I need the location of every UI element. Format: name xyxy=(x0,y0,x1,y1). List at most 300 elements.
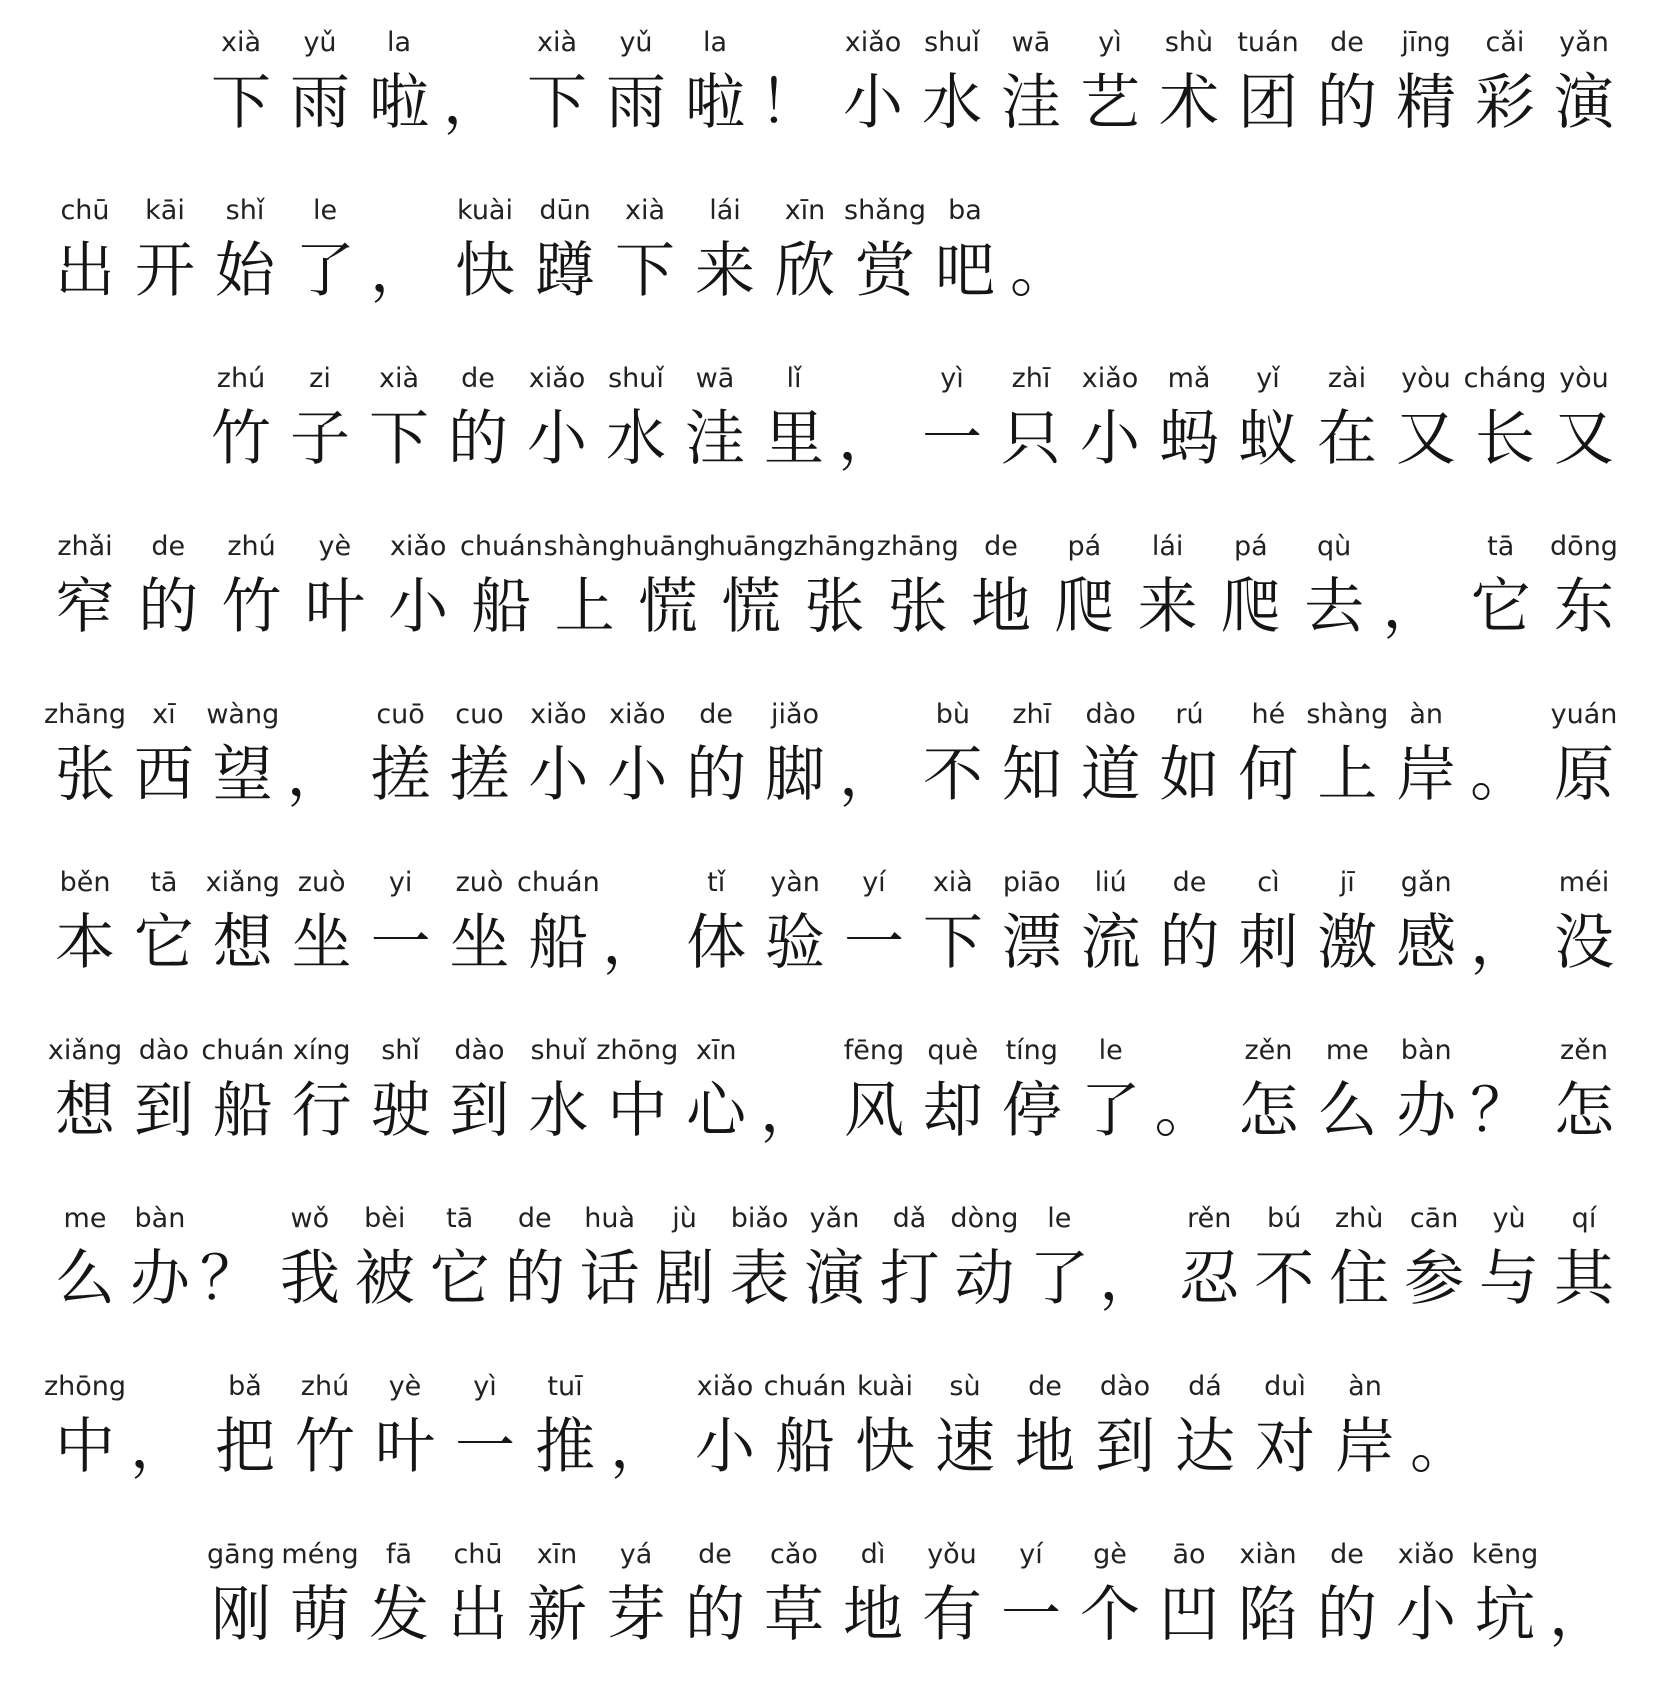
pinyin: zhāng xyxy=(43,699,127,730)
hanzi: 下 xyxy=(527,68,587,138)
hanzi: 始 xyxy=(215,236,275,306)
character-cell xyxy=(46,1202,124,1342)
character-cell xyxy=(46,1034,124,1174)
character-cell xyxy=(571,1202,649,1342)
hanzi: 怎 xyxy=(1238,1076,1299,1146)
punctuation: ， xyxy=(130,1412,190,1482)
character-cell xyxy=(1545,26,1623,166)
character-cell xyxy=(1150,26,1228,166)
character-cell xyxy=(1395,1202,1473,1342)
pinyin: yòu xyxy=(1401,363,1451,394)
character-cell xyxy=(519,698,597,838)
punctuation-cell xyxy=(1378,530,1456,670)
pinyin: yí xyxy=(862,867,886,898)
character-cell xyxy=(518,26,596,166)
character-cell xyxy=(202,362,280,502)
hanzi: 被 xyxy=(354,1244,415,1314)
pinyin: sù xyxy=(949,1371,981,1402)
hanzi: 行 xyxy=(291,1076,352,1146)
character-cell xyxy=(281,362,359,502)
character-cell xyxy=(1387,698,1465,838)
pinyin: shàng xyxy=(543,531,626,562)
hanzi: 动 xyxy=(954,1244,1015,1314)
hanzi: 想 xyxy=(212,908,273,978)
character-cell xyxy=(362,1034,440,1174)
hanzi: 刺 xyxy=(1238,908,1299,978)
hanzi: 叶 xyxy=(375,1412,435,1482)
character-cell xyxy=(1320,1202,1398,1342)
character-cell xyxy=(677,866,755,1006)
punctuation-cell xyxy=(755,26,833,166)
pinyin: yè xyxy=(388,1371,422,1402)
hanzi: 的 xyxy=(138,572,199,642)
hanzi: 如 xyxy=(1159,740,1220,810)
character-cell xyxy=(516,866,600,1006)
punctuation-cell xyxy=(1466,698,1544,838)
punctuation-cell xyxy=(606,1370,684,1510)
hanzi: 快 xyxy=(855,1412,915,1482)
pinyin: wā xyxy=(1011,27,1051,58)
character-cell xyxy=(379,530,457,670)
pinyin: me xyxy=(1325,1035,1369,1066)
character-cell xyxy=(1295,530,1373,670)
hanzi: 开 xyxy=(135,236,195,306)
character-cell xyxy=(766,194,844,334)
character-cell xyxy=(519,1034,597,1174)
hanzi: 何 xyxy=(1238,740,1299,810)
punctuation: ， xyxy=(1099,1244,1160,1314)
character-cell xyxy=(1387,26,1465,166)
hanzi: 却 xyxy=(922,1076,983,1146)
hanzi: 知 xyxy=(1001,740,1062,810)
hanzi: 的 xyxy=(686,740,747,810)
pinyin: kuài xyxy=(457,195,513,226)
punctuation-cell xyxy=(283,698,361,838)
pinyin: chū xyxy=(60,195,110,226)
pinyin: yì xyxy=(940,363,964,394)
punctuation: ， xyxy=(286,740,347,810)
pinyin: tā xyxy=(446,1203,474,1234)
character-cell xyxy=(686,1370,764,1510)
pinyin: jiǎo xyxy=(771,699,820,730)
hanzi: 慌 xyxy=(721,572,782,642)
hanzi: 爬 xyxy=(1054,572,1115,642)
hanzi: 不 xyxy=(922,740,983,810)
hanzi: 又 xyxy=(1554,404,1614,474)
hanzi: 它 xyxy=(1470,572,1531,642)
hanzi: 的 xyxy=(685,1580,745,1650)
hanzi: 船 xyxy=(212,1076,273,1146)
character-cell xyxy=(721,1202,799,1342)
hanzi: 小 xyxy=(527,404,587,474)
character-cell xyxy=(206,194,284,334)
hanzi: 演 xyxy=(1554,68,1614,138)
hanzi: 参 xyxy=(1404,1244,1465,1314)
punctuation: ， xyxy=(838,740,899,810)
punctuation-cell xyxy=(1006,194,1084,334)
pinyin: bèi xyxy=(364,1203,406,1234)
pinyin: de xyxy=(1172,867,1207,898)
character-cell xyxy=(121,1202,199,1342)
character-cell xyxy=(125,1034,203,1174)
hanzi: 来 xyxy=(695,236,755,306)
pinyin: xiǎo xyxy=(608,699,666,730)
character-cell xyxy=(1245,1202,1323,1342)
character-cell xyxy=(993,698,1071,838)
pinyin: zhī xyxy=(1012,699,1052,730)
pinyin: yàn xyxy=(770,867,820,898)
hanzi: 表 xyxy=(729,1244,790,1314)
hanzi: 了 xyxy=(1029,1244,1090,1314)
pinyin: wàng xyxy=(206,699,280,730)
pinyin: tíng xyxy=(1005,1035,1058,1066)
character-cell xyxy=(606,194,684,334)
hanzi: 个 xyxy=(1080,1580,1140,1650)
character-cell xyxy=(846,194,924,334)
pinyin: fēng xyxy=(843,1035,905,1066)
text-line xyxy=(0,362,1669,502)
hanzi: 它 xyxy=(133,908,194,978)
pinyin: zhǎi xyxy=(57,531,113,562)
hanzi: 张 xyxy=(887,572,948,642)
punctuation-cell xyxy=(1406,1370,1484,1510)
character-cell xyxy=(1229,1538,1307,1678)
pinyin: cháng xyxy=(1463,363,1547,394)
hanzi: 爬 xyxy=(1220,572,1281,642)
pinyin: xiǎo xyxy=(844,27,902,58)
pinyin: chū xyxy=(453,1539,503,1570)
punctuation-cell xyxy=(1095,1202,1173,1342)
pinyin: yuán xyxy=(1550,699,1618,730)
character-cell xyxy=(125,698,203,838)
pinyin: yè xyxy=(318,531,352,562)
pinyin: jī xyxy=(1339,867,1355,898)
character-cell xyxy=(1150,1538,1228,1678)
pinyin: dì xyxy=(860,1539,886,1570)
hanzi: 到 xyxy=(449,1076,510,1146)
character-cell xyxy=(1006,1370,1084,1510)
pinyin: dōng xyxy=(1550,531,1618,562)
pinyin: me xyxy=(63,1203,107,1234)
hanzi: 其 xyxy=(1554,1244,1614,1314)
pinyin: kuài xyxy=(857,1371,913,1402)
pinyin: zhú xyxy=(300,1371,350,1402)
character-cell xyxy=(446,194,524,334)
character-cell xyxy=(1470,1202,1548,1342)
hanzi: 感 xyxy=(1396,908,1457,978)
character-cell xyxy=(1308,1538,1386,1678)
character-cell xyxy=(708,530,794,670)
hanzi: 望 xyxy=(212,740,273,810)
hanzi: 忍 xyxy=(1179,1244,1240,1314)
character-cell xyxy=(1545,1202,1623,1342)
pinyin: cǎo xyxy=(770,1539,818,1570)
character-cell xyxy=(962,530,1040,670)
punctuation: 。 xyxy=(1010,236,1070,306)
pinyin: yá xyxy=(619,1539,653,1570)
hanzi: 小 xyxy=(1080,404,1140,474)
hanzi: 没 xyxy=(1554,908,1614,978)
character-cell xyxy=(46,530,124,670)
character-cell xyxy=(1045,530,1123,670)
hanzi: 道 xyxy=(1080,740,1141,810)
hanzi: 只 xyxy=(1001,404,1061,474)
punctuation-cell xyxy=(1466,1034,1544,1174)
hanzi: 小 xyxy=(843,68,903,138)
character-cell xyxy=(439,362,517,502)
pinyin: gāng xyxy=(207,1539,275,1570)
hanzi: 一 xyxy=(1001,1580,1061,1650)
pinyin: lǐ xyxy=(786,363,802,394)
pinyin: huāng xyxy=(625,531,711,562)
character-cell xyxy=(993,1034,1071,1174)
hanzi: 啦 xyxy=(685,68,745,138)
text-line xyxy=(0,1034,1669,1174)
pinyin: yǐ xyxy=(1256,363,1280,394)
punctuation: ， xyxy=(443,68,503,138)
hanzi: 艺 xyxy=(1080,68,1140,138)
hanzi: 发 xyxy=(369,1580,429,1650)
hanzi: 吧 xyxy=(935,236,995,306)
character-cell xyxy=(1326,1370,1404,1510)
text-line xyxy=(0,1538,1669,1678)
pinyin: le xyxy=(1047,1203,1072,1234)
hanzi: 精 xyxy=(1396,68,1456,138)
hanzi: 出 xyxy=(448,1580,508,1650)
pinyin: zhī xyxy=(1011,363,1051,394)
pinyin: gè xyxy=(1093,1539,1127,1570)
character-cell xyxy=(526,1370,604,1510)
character-cell xyxy=(1308,866,1386,1006)
hanzi: 水 xyxy=(528,1076,589,1146)
hanzi: 一 xyxy=(370,908,431,978)
character-cell xyxy=(1229,698,1307,838)
pinyin: dǎ xyxy=(892,1203,927,1234)
hanzi: 风 xyxy=(843,1076,904,1146)
pinyin: bàn xyxy=(134,1203,186,1234)
pinyin: xīn xyxy=(695,1035,737,1066)
hanzi: 了 xyxy=(295,236,355,306)
character-cell xyxy=(992,362,1070,502)
pinyin: xiǎo xyxy=(696,1371,754,1402)
character-cell xyxy=(202,1538,280,1678)
hanzi: 一 xyxy=(843,908,904,978)
character-cell xyxy=(296,530,374,670)
hanzi: 赏 xyxy=(855,236,915,306)
pinyin: rú xyxy=(1175,699,1204,730)
text-line xyxy=(0,866,1669,1006)
pinyin: de xyxy=(517,1203,552,1234)
pinyin: dòng xyxy=(950,1203,1019,1234)
character-cell xyxy=(271,1202,349,1342)
hanzi: 脚 xyxy=(765,740,826,810)
pinyin: xiǎo xyxy=(528,363,586,394)
pinyin: la xyxy=(386,27,412,58)
hanzi: 雨 xyxy=(606,68,666,138)
hanzi: 一 xyxy=(455,1412,515,1482)
character-cell xyxy=(1229,866,1307,1006)
character-cell xyxy=(1387,866,1465,1006)
hanzi: 地 xyxy=(1015,1412,1075,1482)
pinyin: zhù xyxy=(1334,1203,1384,1234)
hanzi: 住 xyxy=(1329,1244,1390,1314)
pinyin: qù xyxy=(1317,531,1352,562)
pinyin: de xyxy=(1330,27,1364,58)
hanzi: 船 xyxy=(471,572,532,642)
pinyin: zhāng xyxy=(793,531,876,562)
hanzi: 下 xyxy=(211,68,271,138)
pinyin: lái xyxy=(709,195,741,226)
hanzi: 岸 xyxy=(1335,1412,1395,1482)
pinyin: la xyxy=(702,27,728,58)
hanzi: 岸 xyxy=(1396,740,1457,810)
pinyin: bǎ xyxy=(228,1371,262,1402)
hanzi: 水 xyxy=(606,404,666,474)
character-cell xyxy=(763,1370,847,1510)
punctuation-cell xyxy=(598,866,676,1006)
pinyin: pá xyxy=(1067,531,1102,562)
pinyin: pá xyxy=(1234,531,1268,562)
hanzi: 啦 xyxy=(369,68,429,138)
pinyin: zhú xyxy=(216,363,266,394)
hanzi: 搓 xyxy=(449,740,510,810)
pinyin: xiǎo xyxy=(1081,363,1139,394)
character-cell xyxy=(676,362,754,502)
pinyin: zhú xyxy=(227,531,276,562)
punctuation: ， xyxy=(602,908,663,978)
punctuation-cell xyxy=(126,1370,204,1510)
pinyin: shǐ xyxy=(381,1035,420,1066)
pinyin: shàng xyxy=(1306,699,1389,730)
character-cell xyxy=(755,362,833,502)
hanzi: 的 xyxy=(1317,1580,1377,1650)
hanzi: 与 xyxy=(1479,1244,1540,1314)
character-cell xyxy=(913,1538,991,1678)
pinyin: què xyxy=(927,1035,979,1066)
character-cell xyxy=(945,1202,1023,1342)
hanzi: 本 xyxy=(55,908,115,978)
hanzi: 上 xyxy=(554,572,615,642)
character-cell xyxy=(1229,362,1307,502)
character-cell xyxy=(446,1370,524,1510)
pinyin: xiǎo xyxy=(530,699,587,730)
hanzi: 小 xyxy=(1396,1580,1456,1650)
punctuation-cell xyxy=(1151,1034,1229,1174)
character-cell xyxy=(496,1202,574,1342)
punctuation: 。 xyxy=(1470,740,1531,810)
pinyin: lái xyxy=(1151,531,1184,562)
character-cell xyxy=(1466,26,1544,166)
hanzi: 长 xyxy=(1475,404,1535,474)
character-cell xyxy=(1466,1538,1544,1678)
hanzi: 办 xyxy=(129,1244,190,1314)
character-cell xyxy=(460,530,543,670)
character-cell xyxy=(1387,1538,1465,1678)
hanzi: 到 xyxy=(133,1076,194,1146)
pinyin: le xyxy=(1098,1035,1123,1066)
pinyin: yì xyxy=(473,1371,497,1402)
character-cell xyxy=(1170,1202,1248,1342)
hanzi: 术 xyxy=(1159,68,1219,138)
character-cell xyxy=(46,866,124,1006)
character-cell xyxy=(1308,362,1386,502)
hanzi: 的 xyxy=(1159,908,1220,978)
hanzi: 驶 xyxy=(370,1076,431,1146)
hanzi: 地 xyxy=(843,1580,903,1650)
character-cell xyxy=(1129,530,1207,670)
hanzi: 水 xyxy=(922,68,982,138)
character-cell xyxy=(834,1538,912,1678)
character-cell xyxy=(283,866,361,1006)
pinyin: shǎng xyxy=(844,195,926,226)
hanzi: 芽 xyxy=(606,1580,666,1650)
character-cell xyxy=(440,1034,518,1174)
hanzi: 小 xyxy=(607,740,668,810)
character-cell xyxy=(518,362,596,502)
character-cell xyxy=(1462,530,1540,670)
character-cell xyxy=(1387,362,1465,502)
character-cell xyxy=(756,698,834,838)
hanzi: 来 xyxy=(1137,572,1198,642)
character-cell xyxy=(677,698,755,838)
character-cell xyxy=(526,194,604,334)
pinyin: biǎo xyxy=(730,1203,789,1234)
hanzi: 坐 xyxy=(449,908,510,978)
hanzi: 蚂 xyxy=(1159,404,1219,474)
character-cell xyxy=(870,1202,948,1342)
pinyin: fā xyxy=(385,1539,413,1570)
character-cell xyxy=(914,866,992,1006)
hanzi: 下 xyxy=(615,236,675,306)
hanzi: 团 xyxy=(1238,68,1298,138)
pinyin: shǐ xyxy=(225,195,265,226)
hanzi: 张 xyxy=(55,740,115,810)
hanzi: 洼 xyxy=(1001,68,1061,138)
character-cell xyxy=(755,1538,833,1678)
hanzi: 草 xyxy=(764,1580,824,1650)
pinyin: chuán xyxy=(763,1371,847,1402)
character-cell xyxy=(1151,866,1229,1006)
hanzi: 剧 xyxy=(654,1244,715,1314)
character-cell xyxy=(439,1538,517,1678)
pinyin: zhōng xyxy=(43,1371,127,1402)
pinyin: xià xyxy=(378,363,420,394)
hanzi: 停 xyxy=(1001,1076,1062,1146)
text-line xyxy=(0,698,1669,838)
character-cell xyxy=(440,866,518,1006)
hanzi: 小 xyxy=(388,572,449,642)
character-cell xyxy=(204,866,282,1006)
punctuation-cell xyxy=(1545,1538,1623,1678)
hanzi: 下 xyxy=(922,908,983,978)
hanzi: 陷 xyxy=(1238,1580,1298,1650)
hanzi: 新 xyxy=(527,1580,587,1650)
pinyin: xià xyxy=(624,195,666,226)
pinyin: qí xyxy=(1571,1203,1597,1234)
pinyin: dào xyxy=(1099,1371,1151,1402)
pinyin: xiǎng xyxy=(47,1035,123,1066)
character-cell xyxy=(992,26,1070,166)
hanzi: 么 xyxy=(55,1244,115,1314)
hanzi: 小 xyxy=(528,740,589,810)
pinyin: bù xyxy=(935,699,970,730)
hanzi: 不 xyxy=(1254,1244,1315,1314)
character-cell xyxy=(202,26,280,166)
hanzi: 在 xyxy=(1317,404,1377,474)
pinyin: dào xyxy=(138,1035,189,1066)
punctuation: ！ xyxy=(759,68,819,138)
hanzi: 达 xyxy=(1175,1412,1235,1482)
